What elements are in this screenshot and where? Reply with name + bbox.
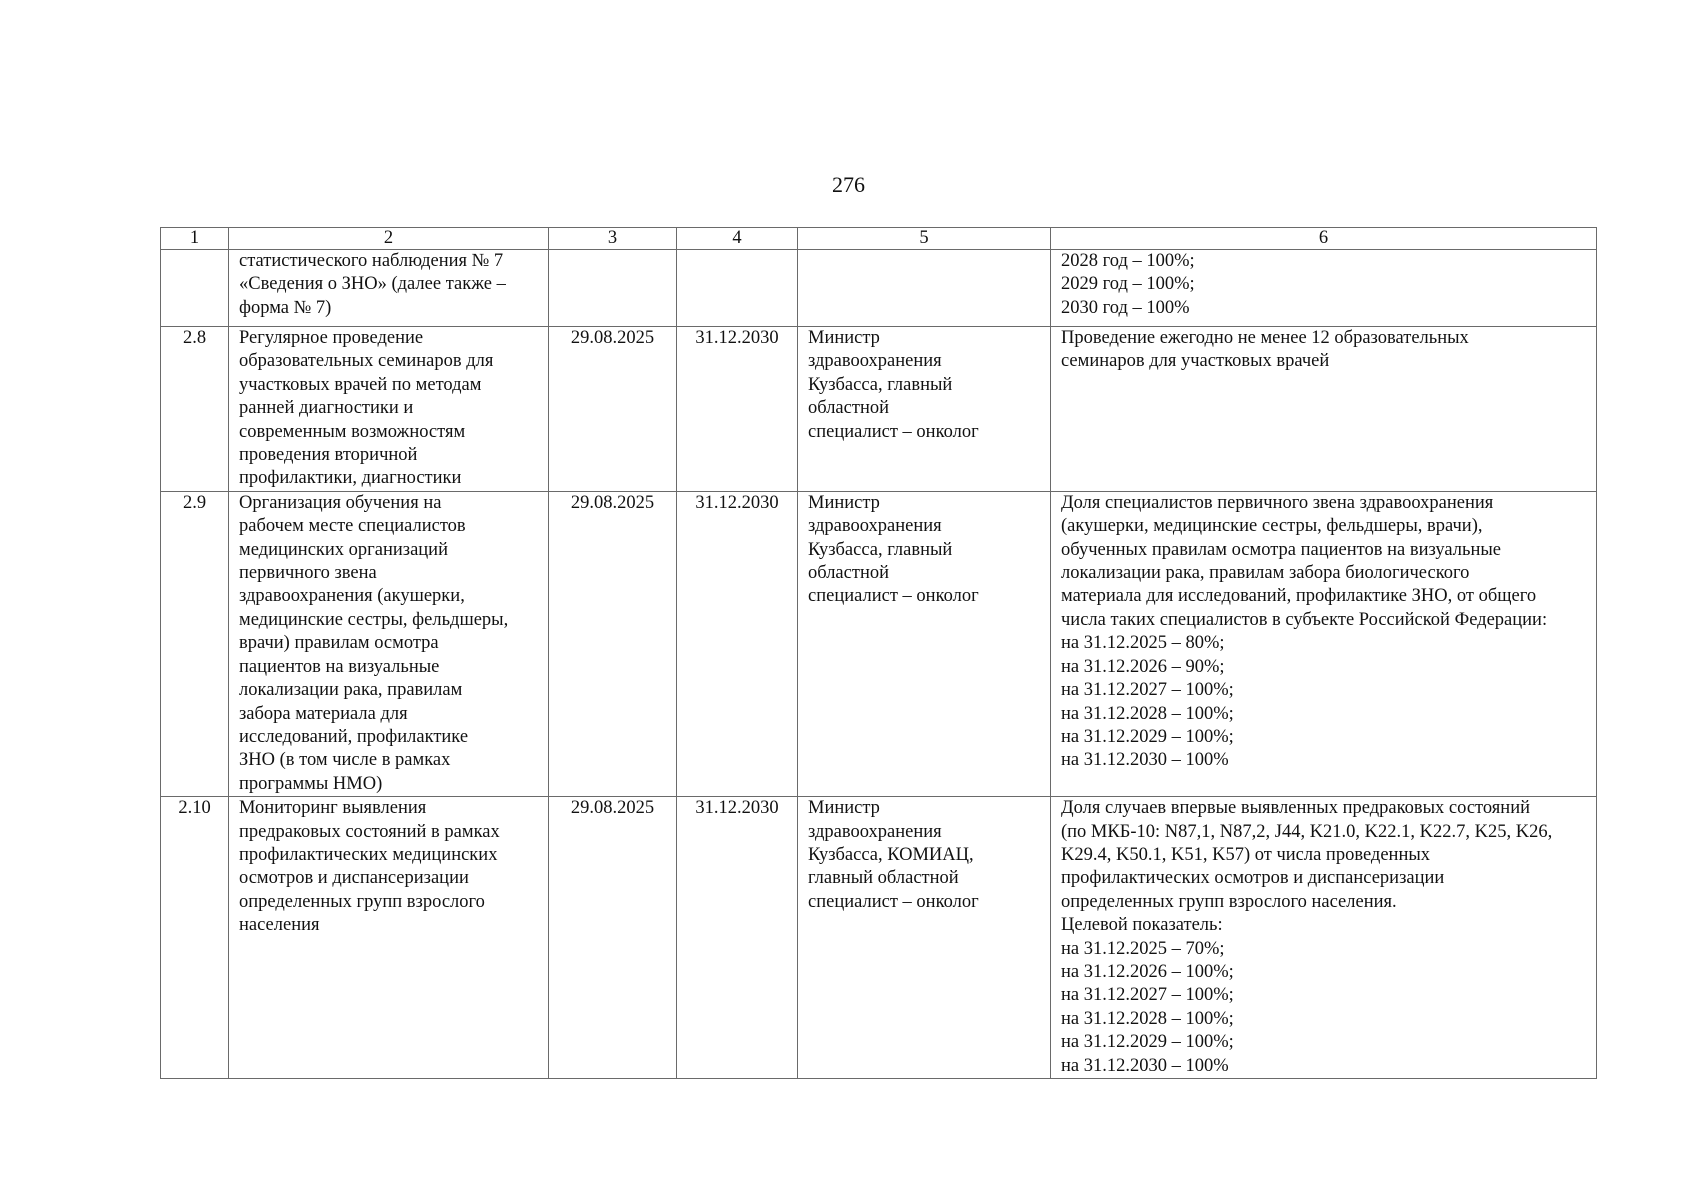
event-cell: Мониторинг выявления предраковых состояний в рамках профилактических медицинских осмотров и диспансеризации определенных групп взрослого населения — [229, 797, 549, 1079]
table-row — [161, 250, 1597, 327]
start-date-cell: 29.08.2025 — [549, 491, 677, 796]
start-date-cell: 29.08.2025 — [549, 327, 677, 492]
end-date-cell: 31.12.2030 — [677, 797, 798, 1079]
event-cell: Регулярное проведение образовательных семинаров для участковых врачей по методам ранней диагностики и современным возможностям проведения вторичной профилактики, диагностики — [229, 327, 549, 492]
column-header: 3 — [549, 228, 677, 250]
responsible-cell: Министр здравоохранения Кузбасса, КОМИАЦ, главный областной специалист – онколог — [798, 797, 1051, 1079]
result-cell: Проведение ежегодно не менее 12 образовательных семинаров для участковых врачей — [1051, 327, 1597, 492]
measures-table — [160, 227, 1597, 1079]
table-row — [161, 491, 1597, 796]
column-header: 4 — [677, 228, 798, 250]
event-cell: Организация обучения на рабочем месте специалистов медицинских организаций первичного звена здравоохранения (акушерки, медицинские сестры, фельдшеры, врачи) правилам осмотра пациентов на визуальные локализации рака, правилам забора материала для исследований, профилактике ЗНО (в том числе в рамках программы НМО) — [229, 491, 549, 796]
table-header-row — [161, 228, 1597, 250]
start-date-cell: 29.08.2025 — [549, 797, 677, 1079]
end-date-cell: 31.12.2030 — [677, 491, 798, 796]
page-number: 276 — [832, 172, 865, 197]
column-header: 6 — [1051, 228, 1597, 250]
event-cell: статистического наблюдения № 7 «Сведения о ЗНО» (далее также – форма № 7) — [229, 250, 549, 327]
result-cell: Доля специалистов первичного звена здравоохранения (акушерки, медицинские сестры, фельдшеры, врачи), обученных правилам осмотра пациентов на визуальные локализации рака, правилам забора биологического материала для исследований, профилактике ЗНО, от общего числа таких специалистов в субъекте Российской Федерации: на 31.12.2025 – 80%; на 31.12.2026 – 90%; на 31.12.2027 – 100%; на 31.12.2028 – 100%; на 31.12.2029 – 100%; на 31.12.2030 – 100% — [1051, 491, 1597, 796]
responsible-cell: Министр здравоохранения Кузбасса, главный областной специалист – онколог — [798, 491, 1051, 796]
row-number: 2.9 — [161, 491, 229, 796]
responsible-cell: Министр здравоохранения Кузбасса, главный областной специалист – онколог — [798, 327, 1051, 492]
column-header: 1 — [161, 228, 229, 250]
row-number — [161, 250, 229, 327]
column-header: 2 — [229, 228, 549, 250]
result-cell: Доля случаев впервые выявленных предраковых состояний (по МКБ-10: N87,1, N87,2, J44, K21.0, K22.1, K22.7, K25, K26, K29.4, K50.1, K51, K57) от числа проведенных профилактических осмотров и диспансеризации определенных групп взрослого населения. Целевой показатель: на 31.12.2025 – 70%; на 31.12.2026 – 100%; на 31.12.2027 – 100%; на 31.12.2028 – 100%; на 31.12.2029 – 100%; на 31.12.2030 – 100% — [1051, 797, 1597, 1079]
responsible-cell — [798, 250, 1051, 327]
table-row — [161, 327, 1597, 492]
row-number: 2.10 — [161, 797, 229, 1079]
row-number: 2.8 — [161, 327, 229, 492]
end-date-cell — [677, 250, 798, 327]
column-header: 5 — [798, 228, 1051, 250]
result-cell: 2028 год – 100%; 2029 год – 100%; 2030 год – 100% — [1051, 250, 1597, 327]
end-date-cell: 31.12.2030 — [677, 327, 798, 492]
start-date-cell — [549, 250, 677, 327]
table-row — [161, 797, 1597, 1079]
